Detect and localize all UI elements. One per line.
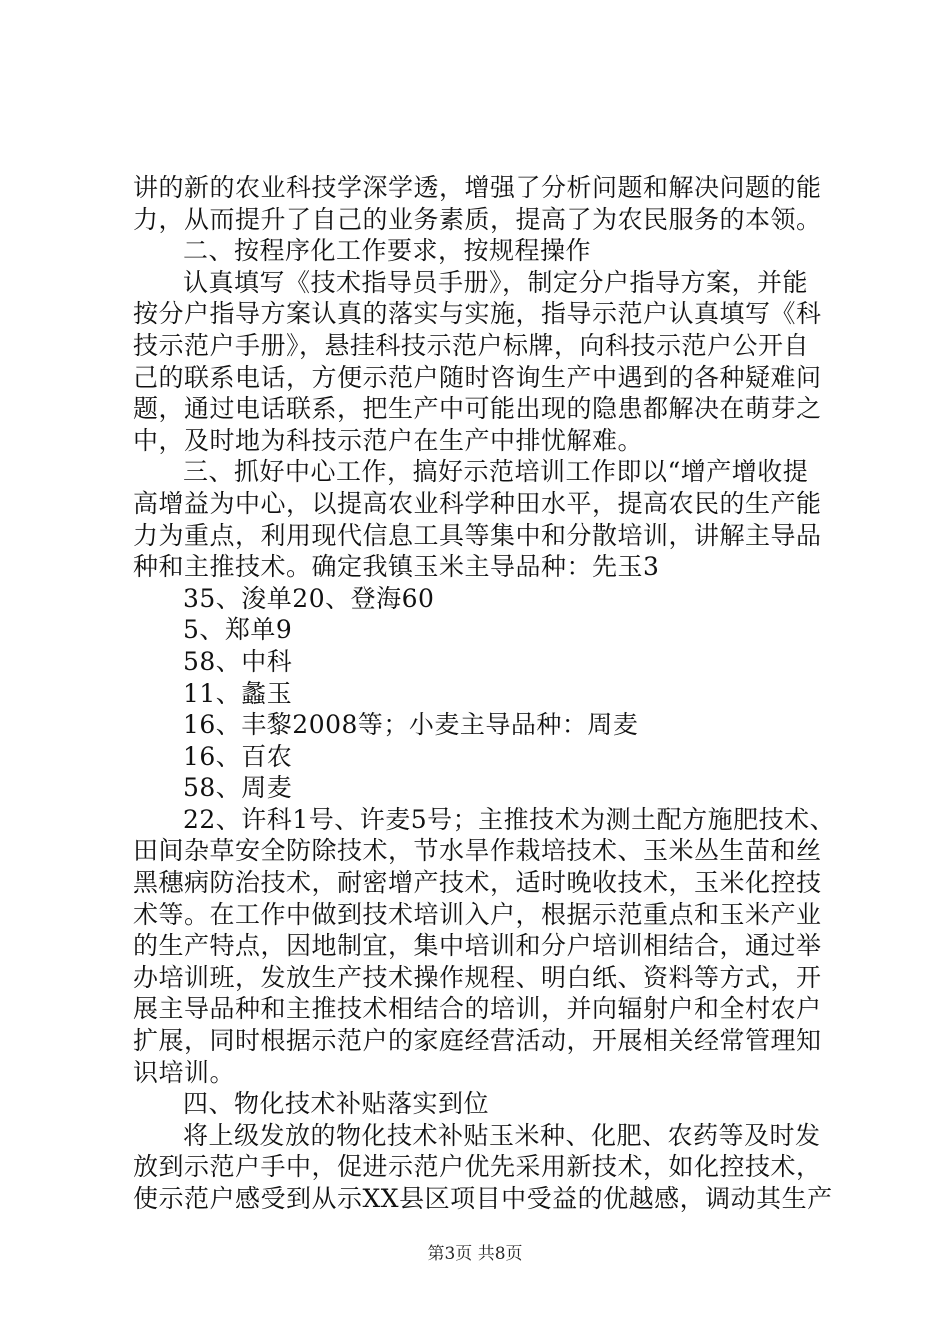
text-line: 按分户指导方案认真的落实与实施，指导示范户认真填写《科: [133, 299, 822, 329]
text-line: 高增益为中心，以提高农业科学种田水平，提高农民的生产能: [133, 488, 822, 518]
text-line: 力，从而提升了自己的业务素质，提高了为农民服务的本领。: [133, 204, 822, 234]
text-line: 术等。在工作中做到技术培训入户，根据示范重点和玉米产业: [133, 899, 822, 929]
text-line: 黑穗病防治技术，耐密增产技术，适时晚收技术，玉米化控技: [133, 868, 822, 898]
page-footer: 第3页 共8页: [427, 1244, 523, 1264]
text-line: 58、周麦: [183, 773, 293, 803]
text-line: 二、按程序化工作要求，按规程操作: [183, 236, 592, 266]
text-line: 三、抓好中心工作，搞好示范培训工作即以“增产增收提: [183, 457, 809, 487]
text-line: 11、蠡玉: [183, 678, 293, 708]
text-line: 使示范户感受到从示XX县区项目中受益的优越感，调动其生产: [133, 1184, 833, 1213]
text-line: 办培训班，发放生产技术操作规程、明白纸、资料等方式，开: [133, 962, 822, 992]
text-line: 58、中科: [183, 646, 293, 676]
text-line: 己的联系电话，方便示范户随时咨询生产中遇到的各种疑难问: [133, 362, 822, 392]
text-line: 力为重点，利用现代信息工具等集中和分散培训，讲解主导品: [133, 520, 822, 550]
text-line: 16、百农: [183, 741, 293, 771]
text-line: 16、丰黎2008等；小麦主导品种：周麦: [183, 710, 639, 740]
text-line: 35、浚单20、登海60: [183, 583, 435, 613]
text-line: 的生产特点，因地制宜，集中培训和分户培训相结合，通过举: [133, 931, 822, 961]
body-text: [133, 172, 836, 1215]
text-line: 四、物化技术补贴落实到位: [183, 1089, 490, 1119]
text-line: 展主导品种和主推技术相结合的培训，并向辐射户和全村农户: [133, 994, 822, 1024]
text-line: 技示范户手册》，悬挂科技示范户标牌，向科技示范户公开自: [133, 330, 810, 360]
text-line: 田间杂草安全防除技术，节水旱作栽培技术、玉米丛生苗和丝: [133, 836, 822, 866]
text-line: 22、许科1号、许麦5号；主推技术为测土配方施肥技术、: [183, 804, 836, 834]
text-line: 识培训。: [133, 1057, 236, 1087]
text-line: 5、郑单9: [183, 615, 293, 645]
text-line: 放到示范户手中，促进示范户优先采用新技术，如化控技术，: [133, 1152, 822, 1182]
text-line: 扩展，同时根据示范户的家庭经营活动，开展相关经常管理知: [133, 1026, 822, 1056]
text-line: 讲的新的农业科技学深学透，增强了分析问题和解决问题的能: [133, 173, 822, 202]
text-line: 将上级发放的物化技术补贴玉米种、化肥、农药等及时发: [183, 1120, 821, 1150]
text-line: 中，及时地为科技示范户在生产中排忧解难。: [133, 425, 644, 455]
text-line: 种和主推技术。确定我镇玉米主导品种：先玉3: [133, 552, 660, 582]
text-line: 题，通过电话联系，把生产中可能出现的隐患都解决在萌芽之: [133, 394, 822, 424]
text-line: 认真填写《技术指导员手册》，制定分户指导方案，并能: [183, 267, 809, 297]
